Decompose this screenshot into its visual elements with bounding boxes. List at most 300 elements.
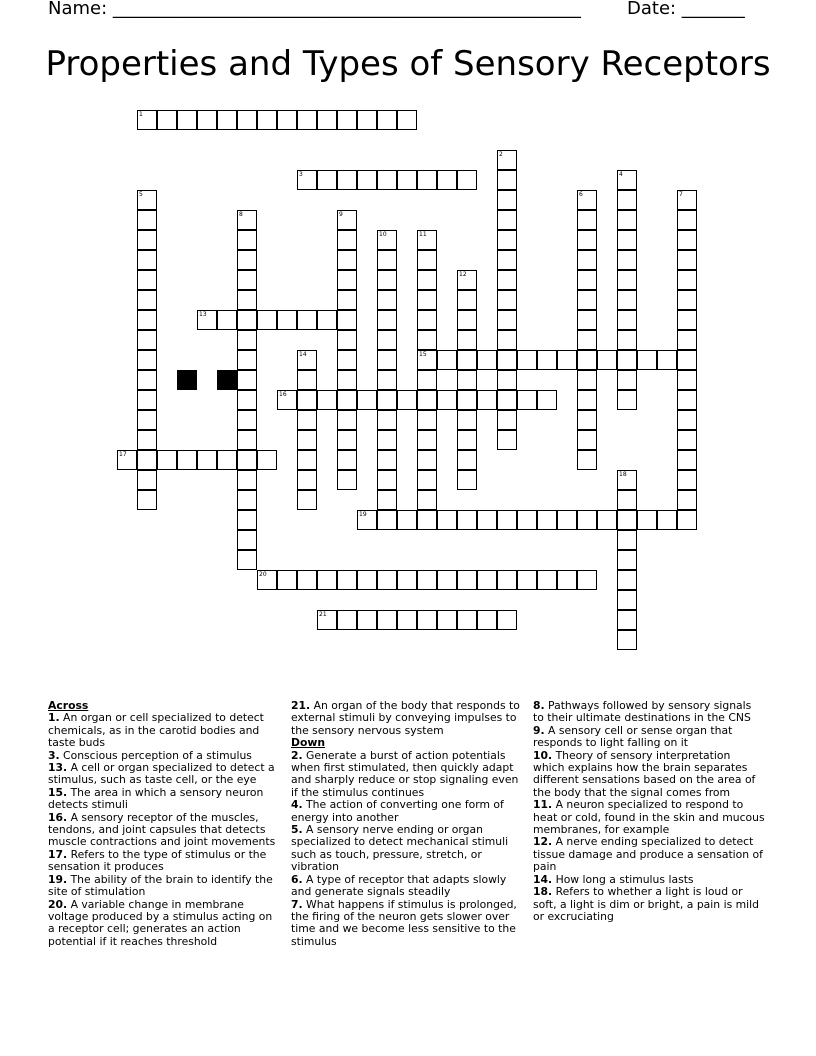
grid-cell[interactable] — [137, 270, 157, 290]
grid-cell[interactable] — [417, 450, 437, 470]
clue-number-label: 16. — [48, 810, 68, 824]
grid-cell[interactable] — [457, 470, 477, 490]
grid-cell[interactable] — [497, 430, 517, 450]
grid-cell[interactable] — [277, 570, 297, 590]
grid-cell[interactable] — [377, 270, 397, 290]
grid-cell[interactable] — [617, 310, 637, 330]
clue-column-2 — [291, 700, 523, 948]
grid-cell[interactable] — [497, 290, 517, 310]
grid-cell[interactable] — [677, 330, 697, 350]
grid-cell[interactable] — [137, 310, 157, 330]
grid-cell[interactable] — [237, 470, 257, 490]
grid-cell[interactable] — [277, 310, 297, 330]
grid-cell[interactable] — [197, 310, 217, 330]
clue-number: 14 — [299, 351, 307, 358]
grid-cell[interactable] — [617, 610, 637, 630]
grid-cell[interactable] — [497, 230, 517, 250]
grid-cell[interactable] — [357, 110, 377, 130]
grid-cell[interactable] — [417, 470, 437, 490]
grid-cell[interactable] — [617, 350, 637, 370]
grid-cell[interactable] — [297, 390, 317, 410]
grid-cell[interactable] — [137, 210, 157, 230]
grid-cell[interactable] — [677, 270, 697, 290]
clue-across — [291, 700, 523, 737]
clue-number-label: 10. — [533, 748, 553, 762]
grid-cell[interactable] — [177, 450, 197, 470]
grid-cell[interactable] — [357, 570, 377, 590]
grid-cell[interactable] — [277, 390, 297, 410]
grid-cell[interactable] — [137, 290, 157, 310]
grid-cell[interactable] — [237, 550, 257, 570]
grid-cell[interactable] — [137, 390, 157, 410]
grid-cell[interactable] — [517, 390, 537, 410]
grid-cell[interactable] — [657, 350, 677, 370]
clue-number-label: 13. — [48, 761, 68, 775]
grid-cell[interactable] — [377, 470, 397, 490]
grid-cell[interactable] — [197, 450, 217, 470]
grid-cell[interactable] — [337, 430, 357, 450]
grid-cell[interactable] — [397, 570, 417, 590]
grid-cell[interactable] — [137, 330, 157, 350]
grid-cell[interactable] — [497, 270, 517, 290]
grid-cell[interactable] — [497, 250, 517, 270]
grid-cell[interactable] — [237, 290, 257, 310]
grid-cell[interactable] — [577, 450, 597, 470]
grid-cell[interactable] — [577, 330, 597, 350]
grid-cell[interactable] — [617, 330, 637, 350]
grid-cell[interactable] — [237, 110, 257, 130]
grid-cell[interactable] — [637, 350, 657, 370]
grid-cell[interactable] — [317, 390, 337, 410]
grid-cell[interactable] — [457, 350, 477, 370]
grid-cell[interactable] — [297, 470, 317, 490]
grid-cell[interactable] — [577, 250, 597, 270]
grid-cell[interactable] — [457, 290, 477, 310]
grid-cell[interactable] — [137, 110, 157, 130]
grid-cell[interactable] — [677, 250, 697, 270]
grid-cell[interactable] — [577, 510, 597, 530]
grid-cell[interactable] — [377, 230, 397, 250]
grid-cell[interactable] — [577, 270, 597, 290]
clue-across — [48, 762, 280, 787]
grid-cell[interactable] — [617, 250, 637, 270]
grid-cell[interactable] — [257, 310, 277, 330]
clue-text: A cell or organ specialized to detect a stimulus, such as taste cell, or the eye — [48, 761, 275, 787]
grid-cell[interactable] — [237, 350, 257, 370]
grid-cell[interactable] — [417, 570, 437, 590]
grid-cell[interactable] — [417, 610, 437, 630]
grid-cell[interactable] — [397, 110, 417, 130]
grid-cell[interactable] — [617, 210, 637, 230]
clue-number-label: 21. — [291, 699, 311, 712]
grid-cell[interactable] — [657, 510, 677, 530]
grid-cell[interactable] — [137, 410, 157, 430]
grid-cell[interactable] — [597, 350, 617, 370]
grid-cell[interactable] — [437, 610, 457, 630]
grid-cell[interactable] — [477, 390, 497, 410]
grid-cell[interactable] — [437, 350, 457, 370]
grid-cell[interactable] — [337, 230, 357, 250]
grid-cell[interactable] — [297, 350, 317, 370]
grid-cell[interactable] — [457, 410, 477, 430]
grid-cell[interactable] — [457, 170, 477, 190]
grid-cell[interactable] — [677, 290, 697, 310]
grid-cell[interactable] — [537, 510, 557, 530]
grid-cell[interactable] — [377, 170, 397, 190]
grid-cell[interactable] — [297, 370, 317, 390]
grid-cell[interactable] — [677, 350, 697, 370]
clue-down — [291, 899, 523, 949]
grid-cell[interactable] — [317, 170, 337, 190]
grid-cell[interactable] — [337, 210, 357, 230]
page-title: Properties and Types of Sensory Receptors — [45, 44, 771, 84]
grid-cell[interactable] — [677, 450, 697, 470]
grid-cell[interactable] — [497, 570, 517, 590]
grid-cell[interactable] — [137, 350, 157, 370]
grid-cell[interactable] — [537, 390, 557, 410]
grid-cell[interactable] — [337, 170, 357, 190]
grid-cell[interactable] — [617, 550, 637, 570]
grid-cell[interactable] — [517, 350, 537, 370]
grid-cell[interactable] — [617, 490, 637, 510]
clue-number: 3 — [299, 171, 303, 178]
grid-cell[interactable] — [197, 110, 217, 130]
grid-cell[interactable] — [357, 390, 377, 410]
grid-cell[interactable] — [377, 410, 397, 430]
clue-number: 20 — [259, 571, 267, 578]
grid-cell[interactable] — [397, 390, 417, 410]
clue-text: How long a stimulus lasts — [552, 872, 694, 886]
grid-cell[interactable] — [617, 170, 637, 190]
grid-cell[interactable] — [637, 510, 657, 530]
clue-number-label: 11. — [533, 798, 553, 812]
clue-text: The area in which a sensory neuron detects stimuli — [48, 785, 264, 812]
grid-cell[interactable] — [377, 610, 397, 630]
grid-cell[interactable] — [417, 290, 437, 310]
grid-cell[interactable] — [617, 630, 637, 650]
grid-cell[interactable] — [437, 170, 457, 190]
grid-cell[interactable] — [337, 110, 357, 130]
grid-cell[interactable] — [497, 210, 517, 230]
grid-cell[interactable] — [677, 390, 697, 410]
clue-text: Theory of sensory interpretation which explains how the brain separates different sensations based on the area of the body that the signal comes from — [533, 748, 756, 799]
grid-cell[interactable] — [417, 370, 437, 390]
grid-cell[interactable] — [437, 510, 457, 530]
grid-cell[interactable] — [377, 310, 397, 330]
grid-cell[interactable] — [417, 250, 437, 270]
grid-cell[interactable] — [357, 170, 377, 190]
grid-cell[interactable] — [337, 350, 357, 370]
clue-number-label: 5. — [291, 823, 303, 837]
grid-cell[interactable] — [137, 470, 157, 490]
grid-cell[interactable] — [137, 430, 157, 450]
grid-cell[interactable] — [417, 170, 437, 190]
date-field[interactable]: Date: _______ — [627, 0, 745, 19]
grid-cell[interactable] — [617, 370, 637, 390]
grid-cell[interactable] — [497, 350, 517, 370]
grid-cell[interactable] — [237, 330, 257, 350]
grid-cell[interactable] — [497, 170, 517, 190]
grid-cell[interactable] — [337, 390, 357, 410]
grid-cell[interactable] — [237, 310, 257, 330]
grid-cell[interactable] — [317, 310, 337, 330]
grid-cell[interactable] — [277, 110, 297, 130]
grid-cell[interactable] — [677, 430, 697, 450]
grid-cell[interactable] — [497, 410, 517, 430]
grid-cell[interactable] — [617, 530, 637, 550]
grid-cell[interactable] — [237, 230, 257, 250]
grid-cell[interactable] — [417, 270, 437, 290]
clue-number: 19 — [359, 511, 367, 518]
clue-number: 15 — [419, 351, 427, 358]
grid-cell[interactable] — [337, 610, 357, 630]
grid-cell[interactable] — [677, 410, 697, 430]
grid-cell[interactable] — [137, 190, 157, 210]
grid-cell[interactable] — [617, 390, 637, 410]
grid-cell[interactable] — [477, 610, 497, 630]
grid-cell[interactable] — [157, 110, 177, 130]
clue-text: Refers to the type of stimulus or the sensation it produces — [48, 847, 267, 874]
grid-cell[interactable] — [297, 490, 317, 510]
grid-cell[interactable] — [497, 310, 517, 330]
grid-cell[interactable] — [457, 610, 477, 630]
grid-cell[interactable] — [377, 490, 397, 510]
grid-cell[interactable] — [117, 450, 137, 470]
grid-cell[interactable] — [517, 510, 537, 530]
grid-cell[interactable] — [397, 610, 417, 630]
grid-cell[interactable] — [497, 330, 517, 350]
grid-cell[interactable] — [377, 370, 397, 390]
grid-cell[interactable] — [357, 510, 377, 530]
grid-cell[interactable] — [497, 190, 517, 210]
grid-cell[interactable] — [357, 610, 377, 630]
grid-cell[interactable] — [257, 450, 277, 470]
grid-cell[interactable] — [677, 510, 697, 530]
grid-cell[interactable] — [137, 370, 157, 390]
grid-cell[interactable] — [137, 250, 157, 270]
grid-cell[interactable] — [377, 570, 397, 590]
grid-cell[interactable] — [577, 570, 597, 590]
grid-cell[interactable] — [337, 370, 357, 390]
grid-cell[interactable] — [397, 170, 417, 190]
grid-cell[interactable] — [297, 170, 317, 190]
grid-cell[interactable] — [397, 510, 417, 530]
clue-text: A sensory cell or sense organ that responds to light falling on it — [533, 723, 733, 750]
grid-cell[interactable] — [537, 350, 557, 370]
grid-cell[interactable] — [337, 250, 357, 270]
grid-cell[interactable] — [497, 370, 517, 390]
grid-cell[interactable] — [517, 570, 537, 590]
grid-cell[interactable] — [677, 310, 697, 330]
grid-cell[interactable] — [457, 510, 477, 530]
grid-cell[interactable] — [217, 450, 237, 470]
grid-cell[interactable] — [237, 270, 257, 290]
grid-cell[interactable] — [437, 390, 457, 410]
grid-cell[interactable] — [157, 450, 177, 470]
grid-cell[interactable] — [377, 290, 397, 310]
clue-across — [48, 874, 280, 899]
grid-cell[interactable] — [617, 270, 637, 290]
clue-down — [291, 824, 523, 874]
grid-cell[interactable] — [437, 570, 457, 590]
grid-cell[interactable] — [477, 510, 497, 530]
clue-text: A variable change in membrane voltage produced by a stimulus acting on a receptor cell; generates an action potential if it reaches threshold — [48, 897, 273, 948]
clue-across — [48, 812, 280, 849]
grid-cell[interactable] — [457, 270, 477, 290]
grid-cell[interactable] — [497, 150, 517, 170]
grid-cell[interactable] — [457, 570, 477, 590]
grid-cell[interactable] — [677, 230, 697, 250]
clue-number-label: 12. — [533, 835, 553, 849]
grid-cell[interactable] — [377, 430, 397, 450]
grid-cell[interactable] — [557, 510, 577, 530]
clue-text: A sensory receptor of the muscles, tendons, and joint capsules that detects muscle contractions and joint movements — [48, 810, 276, 849]
grid-cell[interactable] — [677, 490, 697, 510]
grid-cell[interactable] — [617, 470, 637, 490]
grid-cell[interactable] — [497, 510, 517, 530]
grid-cell[interactable] — [577, 310, 597, 330]
grid-cell[interactable] — [257, 110, 277, 130]
grid-cell[interactable] — [377, 250, 397, 270]
grid-cell[interactable] — [337, 270, 357, 290]
grid-cell[interactable] — [417, 410, 437, 430]
grid-cell[interactable] — [137, 490, 157, 510]
grid-cell[interactable] — [377, 450, 397, 470]
grid-cell[interactable] — [477, 570, 497, 590]
grid-cell[interactable] — [337, 450, 357, 470]
grid-cell[interactable] — [377, 510, 397, 530]
clue-number: 12 — [459, 271, 467, 278]
grid-cell[interactable] — [677, 470, 697, 490]
clue-text: What happens if stimulus is prolonged, the firing of the neuron gets slower over time and we become less sensitive to the stimulus — [291, 897, 517, 948]
grid-cell[interactable] — [617, 190, 637, 210]
grid-cell[interactable] — [457, 330, 477, 350]
grid-cell[interactable] — [337, 470, 357, 490]
grid-cell[interactable] — [537, 570, 557, 590]
grid-cell[interactable] — [577, 430, 597, 450]
grid-cell[interactable] — [217, 310, 237, 330]
grid-cell[interactable] — [337, 330, 357, 350]
grid-cell[interactable] — [617, 590, 637, 610]
grid-cell[interactable] — [617, 230, 637, 250]
clue-down — [533, 750, 765, 800]
grid-cell[interactable] — [377, 350, 397, 370]
grid-cell[interactable] — [237, 430, 257, 450]
grid-cell[interactable] — [417, 490, 437, 510]
clue-down — [533, 836, 765, 873]
across-heading: Across — [48, 699, 89, 712]
grid-cell[interactable] — [577, 210, 597, 230]
grid-cell[interactable] — [617, 290, 637, 310]
clue-number-label: 1. — [48, 711, 60, 725]
clue-text: The action of converting one form of energy into another — [291, 798, 504, 824]
grid-cell[interactable] — [457, 430, 477, 450]
grid-cell[interactable] — [377, 390, 397, 410]
grid-cell[interactable] — [237, 210, 257, 230]
grid-cell[interactable] — [477, 350, 497, 370]
grid-cell[interactable] — [177, 110, 197, 130]
grid-cell[interactable] — [457, 390, 477, 410]
grid-cell[interactable] — [377, 110, 397, 130]
grid-cell[interactable] — [597, 510, 617, 530]
grid-cell[interactable] — [617, 570, 637, 590]
grid-cell[interactable] — [577, 350, 597, 370]
grid-cell[interactable] — [237, 410, 257, 430]
grid-cell[interactable] — [457, 450, 477, 470]
grid-cell[interactable] — [237, 490, 257, 510]
grid-cell[interactable] — [237, 250, 257, 270]
clue-number: 16 — [279, 391, 287, 398]
grid-cell[interactable] — [457, 310, 477, 330]
grid-cell[interactable] — [317, 570, 337, 590]
grid-cell[interactable] — [677, 210, 697, 230]
grid-cell[interactable] — [237, 530, 257, 550]
clue-down — [291, 799, 523, 824]
grid-cell[interactable] — [457, 370, 477, 390]
grid-cell[interactable] — [577, 410, 597, 430]
grid-cell[interactable] — [577, 290, 597, 310]
name-field[interactable]: Name: ____________________________________________________ — [48, 0, 581, 19]
grid-cell[interactable] — [677, 370, 697, 390]
grid-cell[interactable] — [417, 350, 437, 370]
grid-cell[interactable] — [297, 430, 317, 450]
grid-cell[interactable] — [577, 370, 597, 390]
grid-cell[interactable] — [377, 330, 397, 350]
clue-number: 18 — [619, 471, 627, 478]
grid-cell[interactable] — [417, 430, 437, 450]
grid-cell[interactable] — [417, 390, 437, 410]
grid-cell[interactable] — [417, 330, 437, 350]
grid-cell[interactable] — [337, 410, 357, 430]
grid-cell[interactable] — [237, 370, 257, 390]
grid-cell[interactable] — [237, 510, 257, 530]
grid-cell[interactable] — [317, 110, 337, 130]
grid-cell[interactable] — [257, 570, 277, 590]
clue-number-label: 4. — [291, 798, 303, 812]
grid-cell[interactable] — [417, 510, 437, 530]
grid-cell[interactable] — [337, 310, 357, 330]
grid-cell[interactable] — [557, 570, 577, 590]
clue-number-label: 7. — [291, 897, 303, 911]
grid-cell[interactable] — [497, 390, 517, 410]
grid-cell[interactable] — [557, 350, 577, 370]
grid-cell[interactable] — [137, 230, 157, 250]
grid-cell[interactable] — [577, 190, 597, 210]
grid-cell[interactable] — [137, 450, 157, 470]
grid-cell[interactable] — [497, 610, 517, 630]
grid-cell[interactable] — [337, 570, 357, 590]
clue-number-label: 3. — [48, 748, 60, 762]
clue-text: Pathways followed by sensory signals to their ultimate destinations in the CNS — [533, 699, 752, 725]
grid-cell[interactable] — [297, 410, 317, 430]
grid-cell[interactable] — [677, 190, 697, 210]
grid-cell[interactable] — [297, 450, 317, 470]
grid-cell[interactable] — [237, 450, 257, 470]
clue-text: An organ or cell specialized to detect chemicals, as in the carotid bodies and taste buds — [48, 711, 264, 750]
grid-cell[interactable] — [217, 110, 237, 130]
grid-cell[interactable] — [297, 310, 317, 330]
grid-cell[interactable] — [297, 110, 317, 130]
grid-cell[interactable] — [297, 570, 317, 590]
grid-cell[interactable] — [237, 390, 257, 410]
grid-cell[interactable] — [417, 310, 437, 330]
grid-cell[interactable] — [317, 610, 337, 630]
grid-cell[interactable] — [577, 390, 597, 410]
grid-cell[interactable] — [617, 510, 637, 530]
grid-cell[interactable] — [577, 230, 597, 250]
grid-cell[interactable] — [417, 230, 437, 250]
grid-cell[interactable] — [337, 290, 357, 310]
